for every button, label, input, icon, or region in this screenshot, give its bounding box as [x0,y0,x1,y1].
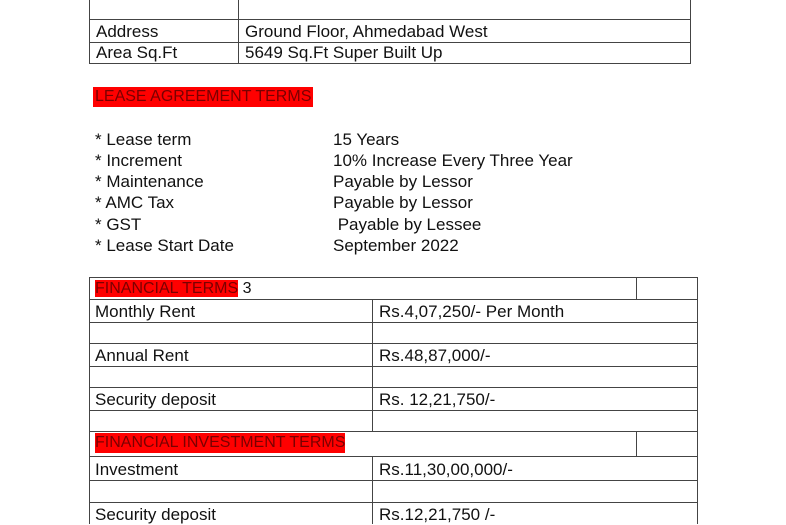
table-line [89,277,698,278]
gst-value: Payable by Lessee [333,215,482,234]
table-line [89,0,90,64]
table-line [238,0,239,64]
table-line [89,277,90,524]
table-line [89,366,698,367]
increment-value: 10% Increase Every Three Year [333,151,573,170]
table-line [690,0,691,64]
security-deposit-label: Security deposit [95,390,216,409]
table-line [89,480,698,481]
table-line [636,277,637,299]
table-line [89,410,698,411]
table-line [697,277,698,524]
table-line [372,299,373,431]
table-line [89,456,698,457]
table-line [372,456,373,524]
table-line [89,431,698,432]
table-line [89,502,698,503]
annual-rent-value: Rs.48,87,000/- [379,346,491,365]
amc-tax-label: * AMC Tax [95,193,175,212]
table-line [89,19,691,20]
security-deposit-value: Rs. 12,21,750/- [379,390,496,409]
financial-terms-heading: FINANCIAL TERMS [95,280,239,297]
annual-rent-label: Annual Rent [95,346,189,365]
table-line [89,322,698,323]
financial-terms-heading-suffix: 3 [238,280,252,297]
lease-terms-heading: LEASE AGREEMENT TERMS [95,88,312,105]
maintenance-label: * Maintenance [95,172,204,191]
investment-value: Rs.11,30,00,000/- [379,460,513,479]
table-line [89,299,698,300]
monthly-rent-label: Monthly Rent [95,302,196,321]
lease-term-label: * Lease term [95,130,192,149]
address-value: Ground Floor, Ahmedabad West [245,22,488,41]
table-line [89,387,698,388]
gst-label: * GST [95,215,142,234]
area-label: Area Sq.Ft [96,43,178,62]
maintenance-value: Payable by Lessor [333,172,473,191]
address-label: Address [96,22,159,41]
amc-tax-value: Payable by Lessor [333,193,473,212]
area-value: 5649 Sq.Ft Super Built Up [245,43,443,62]
financial-investment-heading: FINANCIAL INVESTMENT TERMS [95,434,346,451]
lease-term-value: 15 Years [333,130,400,149]
monthly-rent-value: Rs.4,07,250/- Per Month [379,302,565,321]
investment-label: Investment [95,460,179,479]
table-line [89,343,698,344]
lease-start-label: * Lease Start Date [95,236,234,255]
table-line [89,63,691,64]
table-line [636,431,637,456]
financial-terms-heading-row [95,279,251,299]
increment-label: * Increment [95,151,182,170]
investment-security-deposit-value: Rs.12,21,750 /- [379,505,496,524]
lease-start-value: September 2022 [333,236,459,255]
investment-security-deposit-label: Security deposit [95,505,216,524]
